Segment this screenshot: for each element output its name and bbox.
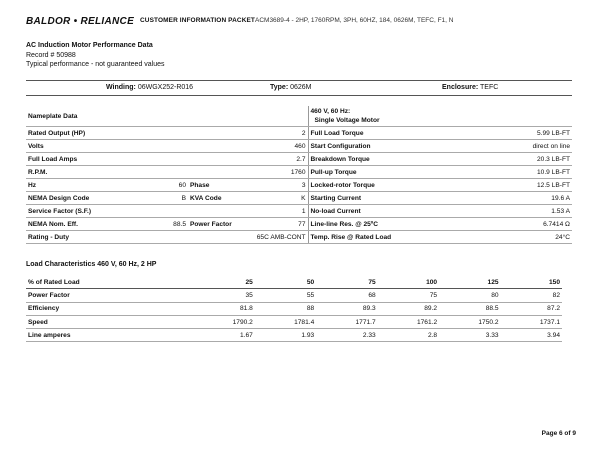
performance-label: Breakdown Torque xyxy=(308,153,458,166)
load-row-value: 35 xyxy=(193,289,254,302)
load-row-value: 88.5 xyxy=(439,302,500,315)
load-row-value: 89.3 xyxy=(316,302,377,315)
nameplate-header: Nameplate Data xyxy=(26,106,308,127)
load-row xyxy=(26,302,562,315)
load-row xyxy=(26,329,562,342)
nameplate-row xyxy=(26,153,572,166)
nameplate-value: 2 xyxy=(188,127,308,140)
performance-value: 10.9 LB-FT xyxy=(458,166,572,179)
load-row xyxy=(26,289,562,302)
performance-label: No-load Current xyxy=(308,205,458,218)
performance-label: Line-line Res. @ 25ºC xyxy=(308,218,458,231)
nameplate-row xyxy=(26,218,572,231)
load-row-value: 3.94 xyxy=(501,329,562,342)
load-row-value: 3.33 xyxy=(439,329,500,342)
performance-label: Starting Current xyxy=(308,192,458,205)
nameplate-row xyxy=(26,179,572,192)
nameplate-row xyxy=(26,192,572,205)
load-row-value: 1790.2 xyxy=(193,315,254,328)
load-row-value: 1737.1 xyxy=(501,315,562,328)
page-number: Page 6 of 9 xyxy=(541,430,576,437)
nameplate-value: 1 xyxy=(188,205,308,218)
performance-value: 24°C xyxy=(458,231,572,244)
load-header-row xyxy=(26,276,562,289)
nameplate-value: 60 xyxy=(146,179,188,192)
load-header-value: 125 xyxy=(439,276,500,289)
nameplate-label: Hz xyxy=(26,179,146,192)
load-row-value: 1781.4 xyxy=(255,315,316,328)
performance-value: 20.3 LB-FT xyxy=(458,153,572,166)
load-row-value: 68 xyxy=(316,289,377,302)
load-row-value: 82 xyxy=(501,289,562,302)
nameplate-row xyxy=(26,127,572,140)
load-header-value: 25 xyxy=(193,276,254,289)
nameplate-label-2: KVA Code xyxy=(188,192,270,205)
performance-value: 6.7414 Ω xyxy=(458,218,572,231)
summary-bar xyxy=(26,80,572,96)
enclosure-value: TEFC xyxy=(480,84,499,91)
load-row-value: 1750.2 xyxy=(439,315,500,328)
load-row-value: 2.33 xyxy=(316,329,377,342)
load-row-value: 1761.2 xyxy=(378,315,439,328)
nameplate-label: Rating - Duty xyxy=(26,231,188,244)
nameplate-value: 65C AMB-CONT xyxy=(188,231,308,244)
load-row-label: Line amperes xyxy=(26,329,193,342)
performance-label: Temp. Rise @ Rated Load xyxy=(308,231,458,244)
performance-value: direct on line xyxy=(458,140,572,153)
nameplate-value: 1760 xyxy=(188,166,308,179)
load-row-label: Efficiency xyxy=(26,302,193,315)
load-row-value: 80 xyxy=(439,289,500,302)
load-header-label: % of Rated Load xyxy=(26,276,193,289)
performance-label: Full Load Torque xyxy=(308,127,458,140)
load-row-value: 81.8 xyxy=(193,302,254,315)
nameplate-label: Rated Output (HP) xyxy=(26,127,188,140)
nameplate-label: Full Load Amps xyxy=(26,153,188,166)
winding-value: 06WGX252-R016 xyxy=(137,84,194,91)
voltage-header-line2: Single Voltage Motor xyxy=(314,117,380,124)
load-row-label: Power Factor xyxy=(26,289,193,302)
nameplate-label: Volts xyxy=(26,140,188,153)
nameplate-value: 2.7 xyxy=(188,153,308,166)
nameplate-voltage-header xyxy=(308,106,572,127)
nameplate-row xyxy=(26,205,572,218)
load-row-label: Speed xyxy=(26,315,193,328)
performance-value: 1.53 A xyxy=(458,205,572,218)
nameplate-value-2: 77 xyxy=(270,218,308,231)
load-header-value: 75 xyxy=(316,276,377,289)
load-header-value: 100 xyxy=(378,276,439,289)
load-row xyxy=(26,315,562,328)
document-title: AC Induction Motor Performance Data xyxy=(26,42,153,49)
nameplate-row xyxy=(26,166,572,179)
packet-title: CUSTOMER INFORMATION PACKET xyxy=(140,17,256,24)
load-row-value: 55 xyxy=(255,289,316,302)
performance-value: 12.5 LB-FT xyxy=(458,179,572,192)
nameplate-value-2: 3 xyxy=(270,179,308,192)
performance-value: 5.99 LB-FT xyxy=(458,127,572,140)
type-value: 0626M xyxy=(290,84,312,91)
nameplate-label: R.P.M. xyxy=(26,166,188,179)
nameplate-label-2: Phase xyxy=(188,179,270,192)
load-characteristics-title: Load Characteristics 460 V, 60 Hz, 2 HP xyxy=(26,261,157,268)
performance-note: Typical performance - not guaranteed values xyxy=(26,61,165,68)
nameplate-value: B xyxy=(146,192,188,205)
nameplate-table xyxy=(26,106,572,244)
load-row-value: 2.8 xyxy=(378,329,439,342)
load-characteristics-table xyxy=(26,276,562,342)
nameplate-label: NEMA Nom. Eff. xyxy=(26,218,146,231)
nameplate-value: 88.5 xyxy=(146,218,188,231)
load-row-value: 1.93 xyxy=(255,329,316,342)
performance-label: Start Configuration xyxy=(308,140,458,153)
nameplate-label-2: Power Factor xyxy=(188,218,270,231)
performance-label: Pull-up Torque xyxy=(308,166,458,179)
brand-logo: BALDOR • RELIANCE xyxy=(26,16,135,27)
nameplate-row xyxy=(26,140,572,153)
winding-label: Winding: xyxy=(106,84,136,91)
nameplate-label: Service Factor (S.F.) xyxy=(26,205,188,218)
record-number: Record # 50988 xyxy=(26,52,76,59)
load-row-value: 87.2 xyxy=(501,302,562,315)
load-row-value: 1771.7 xyxy=(316,315,377,328)
load-header-value: 50 xyxy=(255,276,316,289)
load-header-value: 150 xyxy=(501,276,562,289)
model-description: ACM3689-4 - 2HP, 1760RPM, 3PH, 60HZ, 184, 0626M, TEFC, F1, N xyxy=(255,17,454,24)
performance-value: 19.6 A xyxy=(458,192,572,205)
nameplate-header-row xyxy=(26,106,572,127)
type-label: Type: xyxy=(270,84,289,91)
performance-label: Locked-rotor Torque xyxy=(308,179,458,192)
load-row-value: 1.67 xyxy=(193,329,254,342)
load-row-value: 89.2 xyxy=(378,302,439,315)
enclosure-label: Enclosure: xyxy=(442,84,479,91)
voltage-header-line1: 460 V, 60 Hz: xyxy=(310,108,351,115)
nameplate-value-2: K xyxy=(270,192,308,205)
nameplate-row xyxy=(26,231,572,244)
load-row-value: 88 xyxy=(255,302,316,315)
nameplate-value: 460 xyxy=(188,140,308,153)
nameplate-label: NEMA Design Code xyxy=(26,192,146,205)
load-row-value: 75 xyxy=(378,289,439,302)
